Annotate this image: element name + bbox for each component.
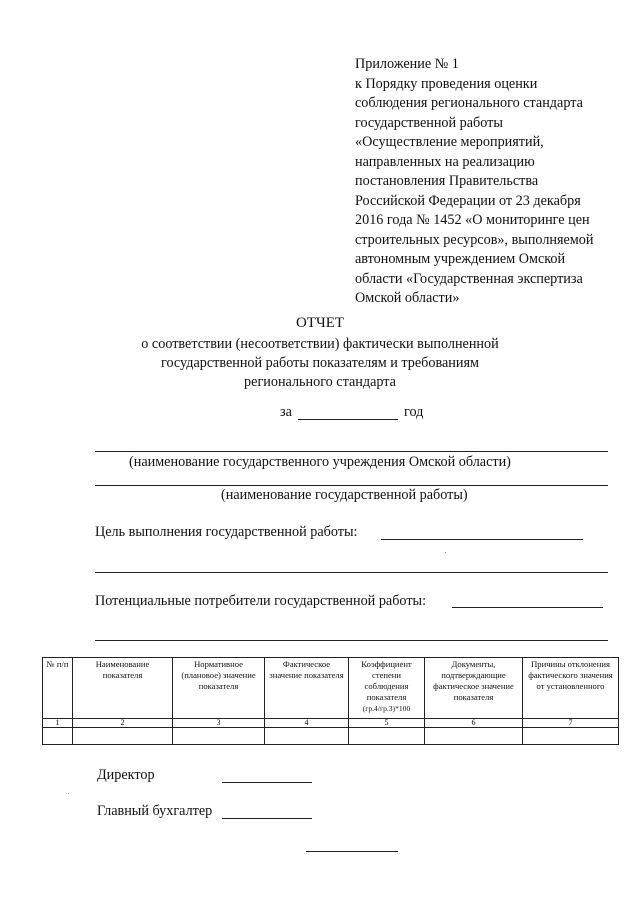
appendix-line: направленных на реализацию (355, 153, 535, 170)
header-cell: Нормативное (плановое) значение показателя (173, 658, 265, 719)
goal-blank-line[interactable] (381, 539, 583, 540)
report-subtitle (0, 335, 640, 392)
subtitle-line: государственной работы показателям и требованиям (161, 355, 479, 371)
goal-extra-line[interactable] (95, 572, 608, 573)
table-cell[interactable] (265, 728, 349, 745)
year-blank-line[interactable] (298, 419, 398, 420)
consumers-blank-line[interactable] (452, 607, 603, 608)
table-cell[interactable] (523, 728, 619, 745)
header-cell: Причины отклонения фактического значения от установленного (523, 658, 619, 719)
year-prefix: за (280, 404, 292, 420)
institution-caption: (наименование государственного учреждения Омской области) (129, 454, 511, 470)
institution-blank-line[interactable] (95, 451, 608, 452)
column-number: 7 (523, 719, 619, 728)
work-blank-line[interactable] (95, 485, 608, 486)
column-number: 5 (349, 719, 425, 728)
extra-signature-line[interactable] (306, 851, 398, 852)
coefficient-label: Коэффициент степени соблюдения показателя (361, 659, 412, 702)
scan-speck (445, 552, 446, 553)
subtitle-line: регионального стандарта (244, 374, 396, 390)
header-cell: Наименование показателя (73, 658, 173, 719)
consumers-extra-line[interactable] (95, 640, 608, 641)
report-title: ОТЧЕТ (295, 315, 345, 331)
director-signature-line[interactable] (222, 782, 312, 783)
accountant-signature-line[interactable] (222, 818, 312, 819)
appendix-line: государственной работы (355, 114, 503, 131)
appendix-block (355, 55, 625, 309)
appendix-line: 2016 года № 1452 «О мониторинге цен (355, 212, 590, 228)
table-number-row (43, 719, 619, 728)
director-label: Директор (97, 767, 155, 783)
appendix-line: Омской области» (355, 290, 460, 306)
column-number: 3 (173, 719, 265, 728)
work-caption: (наименование государственной работы) (221, 487, 468, 503)
column-number: 6 (425, 719, 523, 728)
header-cell: № п/п (43, 658, 73, 719)
column-number: 1 (43, 719, 73, 728)
appendix-line: постановления Правительства (355, 173, 539, 189)
year-suffix: год (404, 404, 424, 420)
appendix-line: «Осуществление мероприятий, (355, 134, 544, 150)
appendix-line: соблюдения регионального стандарта (355, 95, 583, 111)
appendix-line: к Порядку проведения оценки (355, 75, 538, 92)
table-cell[interactable] (43, 728, 73, 745)
table-row (43, 728, 619, 745)
appendix-line: Приложение № 1 (355, 56, 459, 72)
table-cell[interactable] (349, 728, 425, 745)
appendix-line: Российской Федерации от 23 декабря (355, 192, 581, 209)
appendix-line: области «Государственная экспертиза (355, 270, 583, 287)
subtitle-line: о соответствии (несоответствии) фактически выполненной (141, 336, 499, 352)
header-cell-coefficient (349, 658, 425, 719)
header-cell: Фактическое значение показателя (265, 658, 349, 719)
table-cell[interactable] (425, 728, 523, 745)
accountant-label: Главный бухгалтер (97, 803, 213, 819)
appendix-line: автономным учреждением Омской (355, 251, 566, 267)
appendix-line: строительных ресурсов», выполняемой (355, 231, 594, 248)
consumers-label: Потенциальные потребители государственной работы: (95, 593, 427, 609)
scan-speck (68, 793, 69, 794)
table-cell[interactable] (73, 728, 173, 745)
indicators-table (42, 657, 619, 745)
header-cell: Документы, подтверждающие фактическое значение показателя (425, 658, 523, 719)
column-number: 4 (265, 719, 349, 728)
table-cell[interactable] (173, 728, 265, 745)
table-header-row (43, 658, 619, 719)
column-number: 2 (73, 719, 173, 728)
coefficient-formula: (гр.4/гр.3)*100 (362, 704, 411, 713)
goal-label: Цель выполнения государственной работы: (95, 524, 358, 540)
